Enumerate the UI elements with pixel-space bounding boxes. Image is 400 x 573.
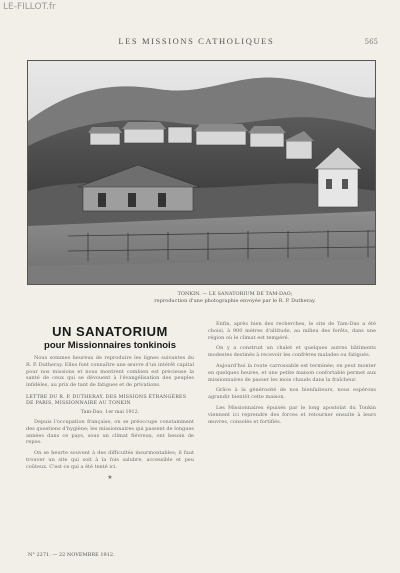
sanatorium-photo bbox=[27, 60, 376, 285]
watermark: LE-FILLOT.fr bbox=[3, 2, 56, 12]
left-column bbox=[26, 318, 194, 484]
right-paragraph-5: Les Missionnaires épuisés par le long apostolat du Tonkin viennent ici reprendre des forces et retourner ensuite à leurs œuvres, consolés et fortifiés. bbox=[208, 404, 376, 425]
right-paragraph-3: Aujourd'hui la route carrossable est terminée; on peut monter en quelques heures, et une petite maison confortable permet aux missionnaires de passer les mois chauds dans la fraîcheur. bbox=[208, 362, 376, 383]
article-dateline: Tam-Dao, 1er mai 1912. bbox=[80, 409, 140, 415]
article-intro: Nous sommes heureux de reproduire les lignes suivantes du R. P. Dutheray. Elles font connaître une œuvre d'un intérêt capital pour nos missions et nous montrent combien est précieuse la santé de ceux qui se dévouent à l'évangélisation des peuples infidèles, au prix de tant de fatigues et de privations. bbox=[26, 355, 194, 389]
left-paragraph-1: Depuis l'occupation française, on se préoccupe constamment des questions d'hygiène; les missionnaires qui passent de longues années dans ce pays, sous un climat fiévreux, ont besoin de repos. bbox=[26, 418, 194, 446]
right-paragraph-1: Enfin, après bien des recherches, le site de Tam-Dao a été choisi, à 900 mètres d'altitude, au milieu des forêts, dans une région où le climat est tempéré. bbox=[208, 321, 376, 341]
article-byline: LETTRE DU R. P. DUTHERAY, DES MISSIONS ÉTRANGÈRES DE PARIS, MISSIONNAIRE AU TONKIN bbox=[26, 394, 187, 407]
right-column bbox=[208, 317, 376, 425]
right-paragraph-2: On y a construit un chalet et quelques autres bâtiments modestes destinés à recevoir les confrères malades ou fatigués. bbox=[208, 345, 376, 359]
caption-line-1: TONKIN. — LE SANATORIUM DE TAM-DAO; bbox=[177, 291, 293, 297]
journal-title: LES MISSIONS CATHOLIQUES bbox=[118, 36, 275, 46]
article-title-sub: pour Missionnaires tonkinois bbox=[44, 340, 176, 351]
left-paragraph-2: On se heurte souvent à des difficultés insurmontables; il faut trouver un site qui soit à la fois salubre, accessible et peu coûteux. C'est ce qui a été tenté ici. bbox=[26, 450, 194, 470]
right-paragraph-4: Grâce à la générosité de nos bienfaiteurs, nous espérons agrandir bientôt cette maison. bbox=[208, 387, 376, 401]
article-title bbox=[26, 324, 194, 351]
article-title-main: UN SANATORIUM bbox=[52, 324, 168, 339]
caption-line-2: reproduction d'une photographie envoyée par le R. P. Dutheray. bbox=[154, 298, 316, 304]
issue-footer: N° 2271. — 22 NOVEMBRE 1912. bbox=[28, 552, 115, 558]
page-header bbox=[28, 36, 378, 46]
section-separator: ★ bbox=[107, 473, 113, 481]
photo-caption bbox=[120, 291, 350, 305]
page-number: 565 bbox=[364, 38, 378, 46]
